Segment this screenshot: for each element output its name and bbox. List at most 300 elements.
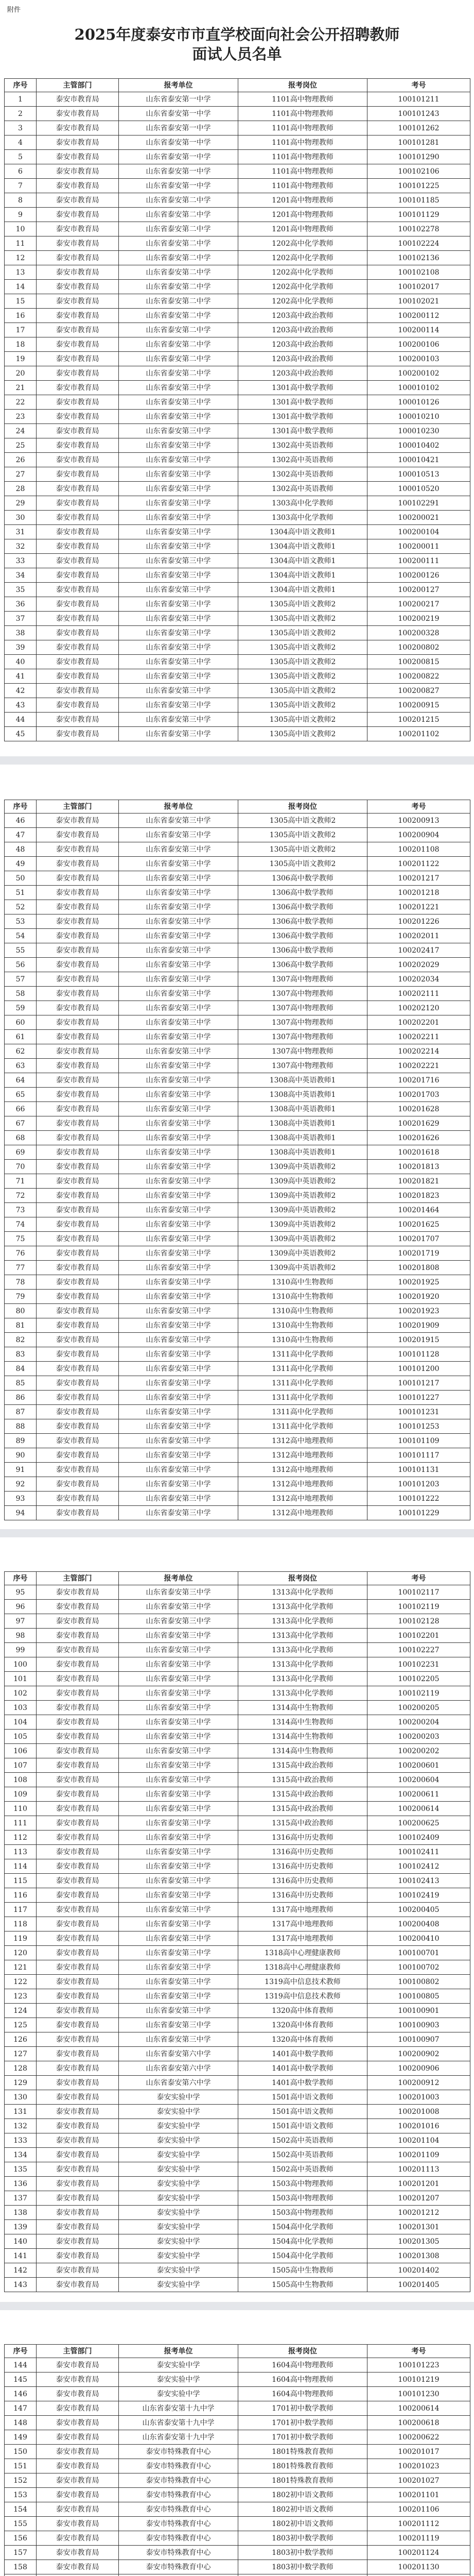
table-cell: 100200127 — [367, 583, 470, 597]
table-cell: 山东省泰安第三中学 — [119, 871, 238, 886]
table-cell: 泰安市教育局 — [37, 655, 119, 669]
table-cell: 77 — [5, 1261, 37, 1275]
table-cell: 67 — [5, 1116, 37, 1131]
table-cell: 153 — [5, 2488, 37, 2502]
table-cell: 泰安实验中学 — [119, 2148, 238, 2162]
table-cell: 100101290 — [367, 150, 470, 164]
table-row — [5, 914, 470, 929]
table-cell: 1310高中生物教师 — [238, 1290, 367, 1304]
table-cell: 116 — [5, 1888, 37, 1903]
table-row — [5, 150, 470, 164]
table-cell: 74 — [5, 1217, 37, 1232]
table-cell: 山东省泰安第三中学 — [119, 395, 238, 410]
table-cell: 10 — [5, 222, 37, 236]
table-cell: 100201218 — [367, 886, 470, 900]
table-cell: 泰安市教育局 — [37, 1600, 119, 1614]
table-cell: 泰安市教育局 — [37, 684, 119, 698]
table-cell: 100200111 — [367, 554, 470, 568]
table-row — [5, 222, 470, 236]
table-cell: 山东省泰安第三中学 — [119, 1506, 238, 1520]
table-cell: 山东省泰安第三中学 — [119, 1859, 238, 1874]
table-row — [5, 193, 470, 208]
table-row — [5, 1160, 470, 1174]
table-cell: 139 — [5, 2220, 37, 2234]
table-cell: 泰安市教育局 — [37, 1989, 119, 2004]
table-cell: 1203高中政治教师 — [238, 309, 367, 323]
table-cell: 山东省泰安第三中学 — [119, 900, 238, 914]
table-cell — [238, 2574, 367, 2576]
table-cell: 山东省泰安第三中学 — [119, 1189, 238, 1203]
table-cell: 1401高中数学教师 — [238, 2047, 367, 2061]
table-cell: 100102411 — [367, 1845, 470, 1859]
table-row — [5, 1477, 470, 1492]
table-cell: 山东省泰安第三中学 — [119, 1434, 238, 1448]
table-cell: 山东省泰安第三中学 — [119, 987, 238, 1001]
table-cell: 泰安实验中学 — [119, 2090, 238, 2105]
table-cell: 1305高中语文教师2 — [238, 698, 367, 713]
table-cell: 1203高中政治教师 — [238, 323, 367, 337]
table-cell: 1306高中数学教师 — [238, 900, 367, 914]
table-cell: 100201402 — [367, 2263, 470, 2278]
table-cell: 100102231 — [367, 1657, 470, 1672]
table-cell: 70 — [5, 1160, 37, 1174]
table-cell: 山东省泰安第三中学 — [119, 1261, 238, 1275]
table-cell: 1801特殊教育教师 — [238, 2459, 367, 2473]
table-cell: 127 — [5, 2047, 37, 2061]
table-cell: 100200219 — [367, 612, 470, 626]
table-cell: 泰安市教育局 — [37, 1088, 119, 1102]
table-cell: 1305高中语文教师2 — [238, 669, 367, 684]
table-cell: 100201106 — [367, 2502, 470, 2517]
table-cell: 泰安市特殊教育中心 — [119, 2502, 238, 2517]
table-cell: 1202高中化学教师 — [238, 251, 367, 265]
table-cell: 100201112 — [367, 2517, 470, 2531]
table-cell: 泰安实验中学 — [119, 2206, 238, 2220]
table-cell: 69 — [5, 1145, 37, 1160]
table-cell: 100201016 — [367, 2119, 470, 2133]
table-cell: 1317高中地理教师 — [238, 1903, 367, 1917]
table-cell: 1301高中数学教师 — [238, 395, 367, 410]
table-cell: 1307高中物理教师 — [238, 1030, 367, 1044]
table-cell: 山东省泰安第三中学 — [119, 1448, 238, 1463]
table-cell: 1305高中语文教师2 — [238, 857, 367, 871]
table-row — [5, 1203, 470, 1217]
table-cell: 143 — [5, 2278, 37, 2292]
table-cell: 156 — [5, 2531, 37, 2546]
table-cell: 泰安市特殊教育中心 — [119, 2546, 238, 2560]
table-cell: 109 — [5, 1787, 37, 1802]
table-cell: 泰安市教育局 — [37, 814, 119, 828]
table-cell: 100201719 — [367, 1246, 470, 1261]
table-row — [5, 2105, 470, 2119]
table-cell: 泰安市教育局 — [37, 2018, 119, 2032]
table-cell: 100102412 — [367, 1859, 470, 1874]
table-cell: 1801特殊教育教师 — [238, 2445, 367, 2459]
table-cell — [5, 2574, 37, 2576]
table-row — [5, 1614, 470, 1629]
table-cell: 泰安市教育局 — [37, 1643, 119, 1657]
table-cell: 72 — [5, 1189, 37, 1203]
table-cell: 100201464 — [367, 1203, 470, 1217]
table-cell: 泰安市教育局 — [37, 1463, 119, 1477]
table-cell: 104 — [5, 1715, 37, 1730]
table-cell: 1305高中语文教师2 — [238, 713, 367, 727]
table-cell: 1315高中政治教师 — [238, 1816, 367, 1831]
table-cell: 75 — [5, 1232, 37, 1246]
table-cell: 山东省泰安第三中学 — [119, 1318, 238, 1333]
table-cell: 100201226 — [367, 914, 470, 929]
table-row — [5, 2220, 470, 2234]
table-cell: 100201821 — [367, 1174, 470, 1189]
table-row — [5, 1917, 470, 1931]
table-cell: 100102119 — [367, 1600, 470, 1614]
table-cell: 山东省泰安第三中学 — [119, 496, 238, 511]
table-cell: 泰安市教育局 — [37, 1073, 119, 1088]
table-cell: 山东省泰安第三中学 — [119, 914, 238, 929]
table-cell: 100201109 — [367, 2148, 470, 2162]
table-row — [5, 1492, 470, 1506]
column-header: 考号 — [367, 2345, 470, 2358]
table-cell: 泰安市教育局 — [37, 2278, 119, 2292]
table-cell: 山东省泰安第三中学 — [119, 655, 238, 669]
table-cell: 泰安市教育局 — [37, 886, 119, 900]
table-row — [5, 2430, 470, 2445]
table-cell: 157 — [5, 2546, 37, 2560]
table-cell: 1312高中地理教师 — [238, 1448, 367, 1463]
table-cell: 泰安市教育局 — [37, 438, 119, 453]
table-cell: 泰安市教育局 — [37, 337, 119, 352]
table-cell: 山东省泰安第三中学 — [119, 1643, 238, 1657]
table-row — [5, 1290, 470, 1304]
table-cell: 1305高中语文教师2 — [238, 727, 367, 741]
table-cell: 14 — [5, 280, 37, 294]
table-row — [5, 2278, 470, 2292]
table-cell: 16 — [5, 309, 37, 323]
table-cell: 111 — [5, 1816, 37, 1831]
table-cell: 100200915 — [367, 698, 470, 713]
table-cell: 1304高中语文教师1 — [238, 525, 367, 539]
table-cell: 山东省泰安第一中学 — [119, 135, 238, 150]
table-row — [5, 467, 470, 482]
table-page-2 — [4, 800, 470, 1520]
table-row — [5, 236, 470, 251]
table-cell: 22 — [5, 395, 37, 410]
table-row — [5, 1686, 470, 1701]
table-cell: 山东省泰安第三中学 — [119, 1217, 238, 1232]
table-cell: 山东省泰安第三中学 — [119, 511, 238, 525]
table-cell: 泰安市教育局 — [37, 2416, 119, 2430]
table-row — [5, 438, 470, 453]
table-cell: 1308高中英语教师1 — [238, 1102, 367, 1116]
table-cell: 100101128 — [367, 1347, 470, 1362]
table-cell: 泰安市教育局 — [37, 1391, 119, 1405]
table-cell: 1312高中地理教师 — [238, 1477, 367, 1492]
table-cell: 山东省泰安第二中学 — [119, 352, 238, 366]
table-cell: 1201高中物理教师 — [238, 222, 367, 236]
table-cell: 1604高中物理教师 — [238, 2387, 367, 2401]
table-cell: 100202201 — [367, 1015, 470, 1030]
table-cell: 1401高中数学教师 — [238, 2076, 367, 2090]
table-cell: 1309高中英语教师2 — [238, 1174, 367, 1189]
table-cell: 泰安市教育局 — [37, 366, 119, 381]
table-cell: 1307高中物理教师 — [238, 1044, 367, 1059]
table-cell: 1319高中信息技术教师 — [238, 1989, 367, 2004]
table-cell: 100100901 — [367, 2004, 470, 2018]
table-cell: 1101高中物理教师 — [238, 92, 367, 107]
table-cell: 105 — [5, 1730, 37, 1744]
table-cell: 1309高中英语教师2 — [238, 1160, 367, 1174]
table-row — [5, 1975, 470, 1989]
table-cell: 52 — [5, 900, 37, 914]
table-row — [5, 1845, 470, 1859]
table-cell: 泰安市教育局 — [37, 2148, 119, 2162]
table-cell: 泰安市教育局 — [37, 1773, 119, 1787]
table-cell: 泰安市教育局 — [37, 2032, 119, 2047]
table-cell: 1313高中化学教师 — [238, 1643, 367, 1657]
table-row — [5, 1946, 470, 1960]
table-cell: 泰安市特殊教育中心 — [119, 2445, 238, 2459]
table-cell: 1101高中物理教师 — [238, 121, 367, 135]
table-cell: 泰安市教育局 — [37, 511, 119, 525]
table-cell: 1307高中物理教师 — [238, 1015, 367, 1030]
table-cell: 100102108 — [367, 265, 470, 280]
table-cell: 100010513 — [367, 467, 470, 482]
table-cell: 100202034 — [367, 972, 470, 987]
table-cell: 泰安市教育局 — [37, 222, 119, 236]
table-cell: 泰安市教育局 — [37, 871, 119, 886]
table-cell: 3 — [5, 121, 37, 135]
table-cell: 泰安市教育局 — [37, 1672, 119, 1686]
table-cell: 100 — [5, 1657, 37, 1672]
table-cell: 泰安市教育局 — [37, 1946, 119, 1960]
table-cell: 山东省泰安第三中学 — [119, 1405, 238, 1419]
table-cell: 1301高中数学教师 — [238, 381, 367, 395]
table-cell: 1305高中语文教师2 — [238, 597, 367, 612]
table-cell: 山东省泰安第三中学 — [119, 713, 238, 727]
table-row — [5, 1304, 470, 1318]
table-cell: 100200611 — [367, 1787, 470, 1802]
table-cell: 100201405 — [367, 2278, 470, 2292]
table-row — [5, 1657, 470, 1672]
table-cell: 1311高中化学教师 — [238, 1391, 367, 1405]
table-cell: 山东省泰安第三中学 — [119, 1773, 238, 1787]
table-cell: 山东省泰安第三中学 — [119, 1874, 238, 1888]
table-row — [5, 1448, 470, 1463]
table-cell: 138 — [5, 2206, 37, 2220]
table-cell: 100102017 — [367, 280, 470, 294]
table-cell: 泰安实验中学 — [119, 2358, 238, 2372]
table-cell: 100102227 — [367, 1643, 470, 1657]
table-cell: 1202高中化学教师 — [238, 294, 367, 309]
table-row — [5, 713, 470, 727]
table-cell: 100201207 — [367, 2191, 470, 2206]
table-cell: 100200906 — [367, 2061, 470, 2076]
table-cell: 146 — [5, 2387, 37, 2401]
table-cell: 100101281 — [367, 135, 470, 150]
table-cell: 100010421 — [367, 453, 470, 467]
table-cell: 泰安市教育局 — [37, 309, 119, 323]
table-cell: 1504高中化学教师 — [238, 2234, 367, 2249]
table-cell: 96 — [5, 1600, 37, 1614]
table-cell: 100200913 — [367, 814, 470, 828]
table-header-row — [5, 1572, 470, 1585]
table-cell: 山东省泰安第三中学 — [119, 1044, 238, 1059]
table-cell: 100010230 — [367, 424, 470, 438]
table-cell: 60 — [5, 1015, 37, 1030]
table-cell: 1502高中英语教师 — [238, 2162, 367, 2177]
page-divider — [0, 756, 474, 765]
table-row — [5, 381, 470, 395]
table-row — [5, 1088, 470, 1102]
table-cell: 129 — [5, 2076, 37, 2090]
table-cell: 山东省泰安第三中学 — [119, 814, 238, 828]
table-cell: 86 — [5, 1391, 37, 1405]
table-cell: 1101高中物理教师 — [238, 135, 367, 150]
table-cell: 泰安实验中学 — [119, 2133, 238, 2148]
table-cell: 121 — [5, 1960, 37, 1975]
table-cell: 1309高中英语教师2 — [238, 1217, 367, 1232]
table-row — [5, 511, 470, 525]
table-cell: 泰安市特殊教育中心 — [119, 2531, 238, 2546]
table-cell: 145 — [5, 2372, 37, 2387]
table-cell: 55 — [5, 943, 37, 958]
table-cell: 1503高中物理教师 — [238, 2177, 367, 2191]
table-cell: 147 — [5, 2401, 37, 2416]
table-cell: 泰安市教育局 — [37, 943, 119, 958]
table-cell: 山东省泰安第三中学 — [119, 1419, 238, 1434]
table-cell: 1309高中英语教师2 — [238, 1261, 367, 1275]
table-cell: 38 — [5, 626, 37, 640]
table-cell: 130 — [5, 2090, 37, 2105]
table-cell: 泰安市教育局 — [37, 352, 119, 366]
table-cell: 泰安市教育局 — [37, 2191, 119, 2206]
table-cell: 泰安市教育局 — [37, 1477, 119, 1492]
table-cell: 山东省泰安第二中学 — [119, 193, 238, 208]
table-cell: 100201909 — [367, 1318, 470, 1333]
table-cell: 100200405 — [367, 1903, 470, 1917]
table-cell: 山东省泰安第三中学 — [119, 857, 238, 871]
table-cell — [37, 2574, 119, 2576]
table-cell: 泰安市特殊教育中心 — [119, 2517, 238, 2531]
table-cell: 山东省泰安第三中学 — [119, 1116, 238, 1131]
table-row — [5, 1787, 470, 1802]
table-cell: 100201113 — [367, 2162, 470, 2177]
table-cell: 泰安市教育局 — [37, 2177, 119, 2191]
table-row — [5, 1888, 470, 1903]
table-cell: 1307高中物理教师 — [238, 987, 367, 1001]
table-row — [5, 1333, 470, 1347]
table-cell: 泰安市教育局 — [37, 135, 119, 150]
table-cell: 118 — [5, 1917, 37, 1931]
table-cell: 泰安市教育局 — [37, 1318, 119, 1333]
table-cell: 28 — [5, 482, 37, 496]
table-cell: 泰安市教育局 — [37, 698, 119, 713]
table-cell: 1305高中语文教师2 — [238, 684, 367, 698]
table-cell: 1501高中语文教师 — [238, 2090, 367, 2105]
table-cell: 100201628 — [367, 1102, 470, 1116]
table-cell: 泰安市教育局 — [37, 251, 119, 265]
table-row — [5, 2076, 470, 2090]
table-row — [5, 1989, 470, 2004]
table-cell: 100202221 — [367, 1059, 470, 1073]
table-cell: 100200021 — [367, 511, 470, 525]
table-cell: 88 — [5, 1419, 37, 1434]
table-cell: 17 — [5, 323, 37, 337]
column-header: 序号 — [5, 800, 37, 814]
table-row — [5, 1391, 470, 1405]
table-cell: 31 — [5, 525, 37, 539]
table-cell: 100101262 — [367, 121, 470, 135]
table-row — [5, 2574, 470, 2576]
table-cell: 100201813 — [367, 1160, 470, 1174]
table-cell: 100101219 — [367, 2372, 470, 2387]
table-row — [5, 1405, 470, 1419]
table-cell: 山东省泰安第三中学 — [119, 1600, 238, 1614]
table-cell: 泰安市教育局 — [37, 2517, 119, 2531]
table-row — [5, 1874, 470, 1888]
table-cell: 泰安市教育局 — [37, 2234, 119, 2249]
table-cell: 44 — [5, 713, 37, 727]
table-cell: 泰安市教育局 — [37, 612, 119, 626]
table-cell: 100101225 — [367, 179, 470, 193]
table-cell: 141 — [5, 2249, 37, 2263]
table-row — [5, 2004, 470, 2018]
table-row — [5, 2119, 470, 2133]
column-header: 序号 — [5, 2345, 37, 2358]
table-cell: 117 — [5, 1903, 37, 1917]
table-cell: 泰安市教育局 — [37, 1419, 119, 1434]
table-cell: 泰安市教育局 — [37, 1290, 119, 1304]
table-cell: 122 — [5, 1975, 37, 1989]
table-cell: 100101243 — [367, 107, 470, 121]
table-cell: 140 — [5, 2234, 37, 2249]
table-cell: 泰安市教育局 — [37, 2387, 119, 2401]
table-cell: 1308高中英语教师1 — [238, 1116, 367, 1131]
table-row — [5, 1931, 470, 1946]
table-cell: 泰安市教育局 — [37, 914, 119, 929]
table-cell: 泰安市教育局 — [37, 1030, 119, 1044]
table-cell: 114 — [5, 1859, 37, 1874]
table-cell: 山东省泰安第三中学 — [119, 1015, 238, 1030]
table-cell: 泰安市教育局 — [37, 554, 119, 568]
table-cell: 100201102 — [367, 727, 470, 741]
table-cell: 1315高中政治教师 — [238, 1802, 367, 1816]
column-header: 报考岗位 — [238, 1572, 367, 1585]
table-cell: 1701初中数学教师 — [238, 2401, 367, 2416]
table-cell: 100100702 — [367, 1960, 470, 1975]
table-cell: 1701初中数学教师 — [238, 2416, 367, 2430]
column-header: 考号 — [367, 1572, 470, 1585]
table-row — [5, 121, 470, 135]
table-cell: 山东省泰安第十九中学 — [119, 2401, 238, 2416]
table-row — [5, 886, 470, 900]
document-subtitle: 面试人员名单 — [192, 45, 282, 63]
table-cell: 94 — [5, 1506, 37, 1520]
table-cell: 1308高中英语教师1 — [238, 1073, 367, 1088]
table-cell: 85 — [5, 1376, 37, 1391]
table-row — [5, 1434, 470, 1448]
table-row — [5, 2473, 470, 2488]
table-row — [5, 1816, 470, 1831]
table-cell: 100200601 — [367, 1758, 470, 1773]
table-cell: 泰安市教育局 — [37, 1232, 119, 1246]
table-cell: 137 — [5, 2191, 37, 2206]
table-cell: 43 — [5, 698, 37, 713]
table-row — [5, 987, 470, 1001]
table-cell: 泰安市教育局 — [37, 280, 119, 294]
table-cell: 泰安市教育局 — [37, 453, 119, 467]
table-cell: 泰安市特殊教育中心 — [119, 2459, 238, 2473]
